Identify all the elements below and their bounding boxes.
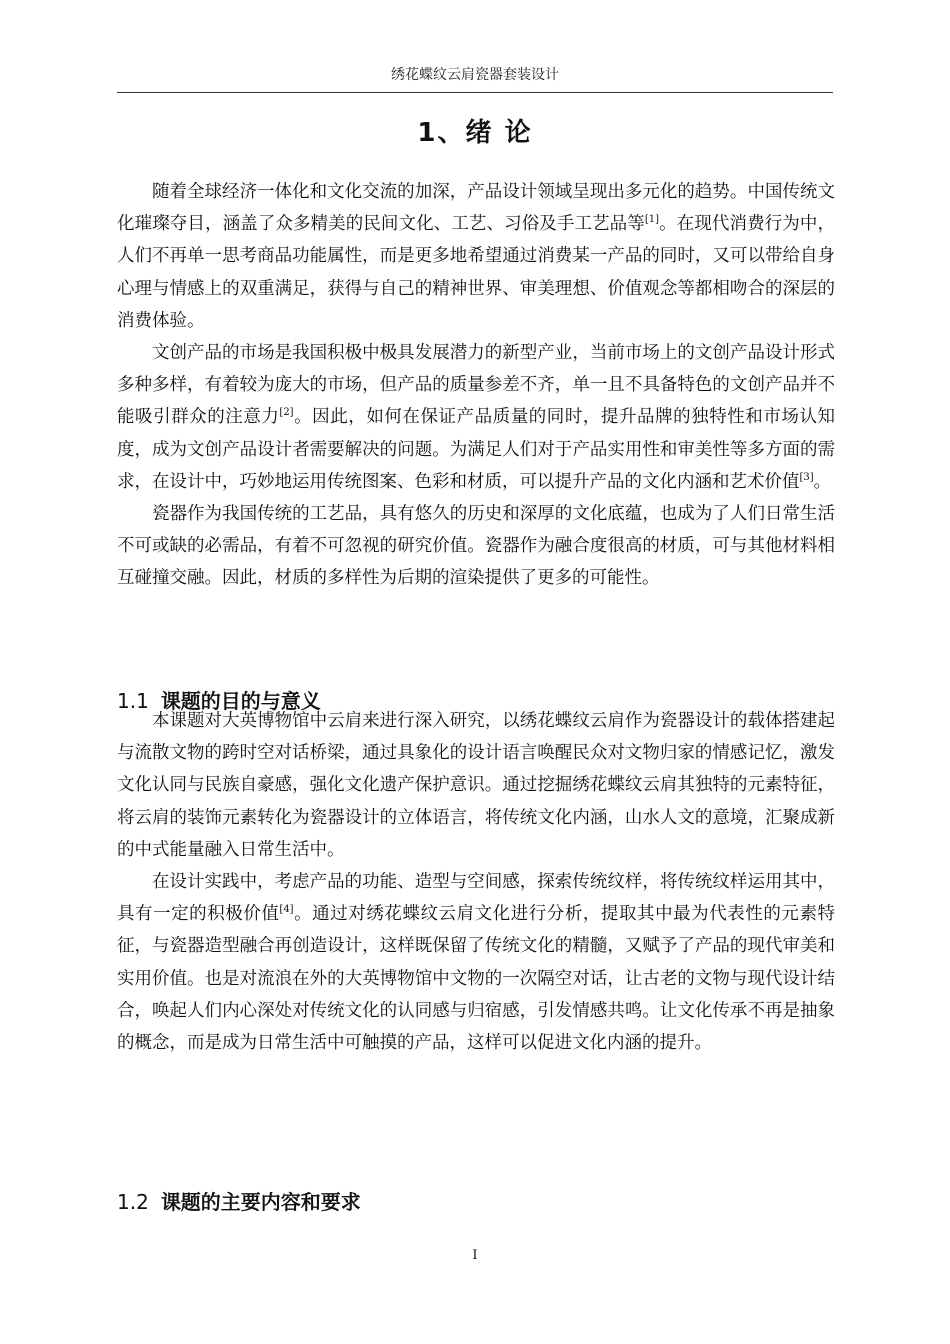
section-title: 课题的主要内容和要求 xyxy=(160,1190,361,1214)
section-1-1-paragraph-1: 本课题对大英博物馆中云肩来进行深入研究，以绣花蝶纹云肩作为瓷器设计的载体搭建起与流散文物的跨时空对话桥梁，通过具象化的设计语言唤醒民众对文物归家的情感记忆，激发文化认同与民族自豪感，强化文化遗产保护意识。通过挖掘绣花蝶纹云肩其独特的元素特征，将云肩的装饰元素转化为瓷器设计的立体语言，将传统文化内涵，山水人文的意境，汇聚成新的中式能量融入日常生活中。 xyxy=(117,711,835,860)
citation-ref: [1] xyxy=(644,214,660,226)
intro-paragraph-2: 文创产品的市场是我国积极中极具发展潜力的新型产业，当前市场上的文创产品设计形式多种多样，有着较为庞大的市场，但产品的质量参差不齐，单一且不具备特色的文创产品并不能吸引群众的注意力[2]。因此，如何在保证产品质量的同时，提升品牌的独特性和市场认知度，成为文创产品设计者需要解决的问题。为满足人们对于产品实用性和审美性等多方面的需求，在设计中，巧妙地运用传统图案、色彩和材质，可以提升产品的文化内涵和艺术价值[3]。 xyxy=(117,343,835,492)
section-number: 1.1 xyxy=(117,689,149,713)
introduction-body xyxy=(117,176,835,595)
section-heading-1-2 xyxy=(117,1186,361,1215)
intro-paragraph-3: 瓷器作为我国传统的工艺品，具有悠久的历史和深厚的文化底蕴，也成为了人们日常生活不可或缺的必需品，有着不可忽视的研究价值。瓷器作为融合度很高的材质，可与其他材料相互碰撞交融。因此，材质的多样性为后期的渲染提供了更多的可能性。 xyxy=(117,504,835,589)
citation-ref: [3] xyxy=(799,471,814,483)
section-title: 课题的目的与意义 xyxy=(160,689,321,713)
section-1-1-body xyxy=(117,705,835,1059)
citation-ref: [4] xyxy=(279,904,294,916)
section-1-1-paragraph-2: 在设计实践中，考虑产品的功能、造型与空间感，探索传统纹样，将传统纹样运用其中，具有一定的积极价值[4]。通过对绣花蝶纹云肩文化进行分析，提取其中最为代表性的元素特征，与瓷器造型融合再创造设计，这样既保留了传统文化的精髓，又赋予了产品的现代审美和实用价值。也是对流浪在外的大英博物馆中文物的一次隔空对话，让古老的文物与现代设计结合，唤起人们内心深处对传统文化的认同感与归宿感，引发情感共鸣。让文化传承不再是抽象的概念，而是成为日常生活中可触摸的产品，这样可以促进文化内涵的提升。 xyxy=(117,872,835,1054)
section-number: 1.2 xyxy=(117,1190,149,1214)
header-rule xyxy=(117,92,833,93)
running-header: 绣花蝶纹云肩瓷器套装设计 xyxy=(391,67,559,83)
intro-paragraph-1: 随着全球经济一体化和文化交流的加深，产品设计领域呈现出多元化的趋势。中国传统文化璀璨夺目，涵盖了众多精美的民间文化、工艺、习俗及手工艺品等[1]。在现代消费行为中，人们不再单一思考商品功能属性，而是更多地希望通过消费某一产品的同时，又可以带给自身心理与情感上的双重满足，获得与自己的精神世界、审美理想、价值观念等都相吻合的深层的消费体验。 xyxy=(117,182,836,331)
citation-ref: [2] xyxy=(279,407,294,419)
page-number: I xyxy=(472,1248,478,1263)
chapter-title: 1、绪 论 xyxy=(417,118,533,148)
